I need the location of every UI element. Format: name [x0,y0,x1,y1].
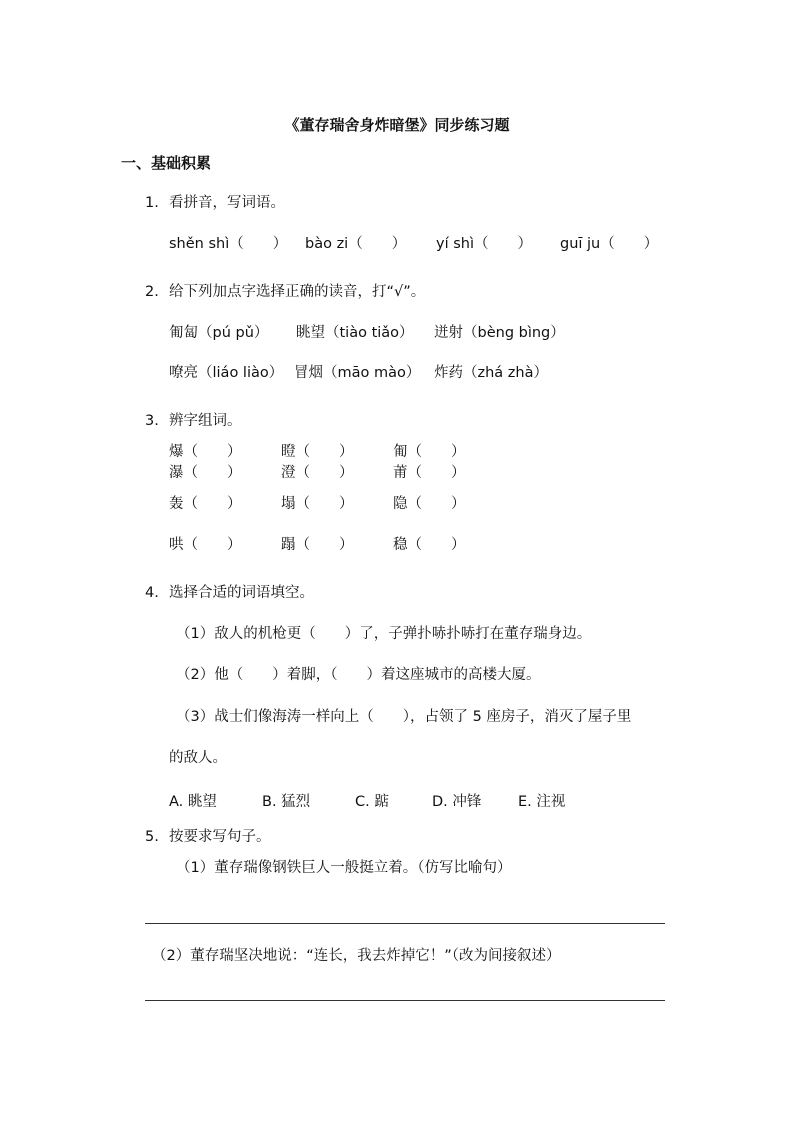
q4-number: 4. [145,585,159,601]
answer-line[interactable] [145,923,665,924]
q4-sentence: （2）他（ ）着脚，（ ）着这座城市的高楼大厦。 [176,667,541,683]
q2-item: 迸射（bèng bìng） [434,325,565,341]
q5-sentence: （1）董存瑞像钢铁巨人一般挺立着。（仿写比喻句） [176,860,512,876]
q2-item: 炸药（zhá zhà） [434,365,548,381]
q1-item: bào zi（ ） [305,236,407,252]
q3-item: 澄（ ） [281,465,354,481]
q4-option: D. 冲锋 [432,794,482,810]
q4-option: A. 眺望 [169,794,217,810]
q3-prompt: 辨字组词。 [169,413,242,429]
q1-number: 1. [145,195,159,211]
q5-sentence: （2）董存瑞坚决地说：“连长，我去炸掉它！”（改为间接叙述） [152,948,561,964]
q5-prompt: 按要求写句子。 [169,829,271,845]
q1-item: shěn shì（ ） [169,236,288,252]
q2-item: 眺望（tiào tiǎo） [296,325,414,341]
q3-item: 轰（ ） [169,496,242,512]
q3-item: 哄（ ） [169,537,242,553]
q3-item: 爆（ ） [169,444,242,460]
q2-item: 冒烟（māo mào） [294,365,421,381]
q4-sentence: （3）战士们像海涛一样向上（ ），占领了 5 座房子，消灭了屋子里 [176,709,632,725]
q5-number: 5. [145,829,159,845]
q2-item: 匍匐（pú pǔ） [169,325,269,341]
q3-item: 塌（ ） [281,496,354,512]
q2-prompt: 给下列加点字选择正确的读音，打“√”。 [169,284,426,300]
q3-item: 蹋（ ） [281,537,354,553]
q4-option: E. 注视 [518,794,566,810]
q4-option: C. 踮 [355,794,389,810]
q4-option: B. 猛烈 [262,794,311,810]
q2-item: 嘹亮（liáo liào） [169,365,284,381]
section-heading: 一、基础积累 [121,154,212,172]
q1-item: guī ju（ ） [560,236,659,252]
q3-number: 3. [145,413,159,429]
q4-sentence-cont: 的敌人。 [169,750,227,766]
q3-item: 匍（ ） [393,444,466,460]
q3-item: 稳（ ） [393,537,466,553]
q3-item: 莆（ ） [393,465,466,481]
q1-item: yí shì（ ） [436,236,532,252]
q4-sentence: （1）敌人的机枪更（ ）了，子弹扑哧扑哧打在董存瑞身边。 [176,626,592,642]
q3-item: 瞪（ ） [281,444,354,460]
q4-prompt: 选择合适的词语填空。 [169,585,314,601]
q3-item: 瀑（ ） [169,465,242,481]
q3-item: 隐（ ） [393,496,466,512]
q1-prompt: 看拼音，写词语。 [169,195,285,211]
answer-line[interactable] [145,1000,665,1001]
page-title: 《董存瑞舍身炸暗堡》同步练习题 [284,116,510,134]
q2-number: 2. [145,284,159,300]
